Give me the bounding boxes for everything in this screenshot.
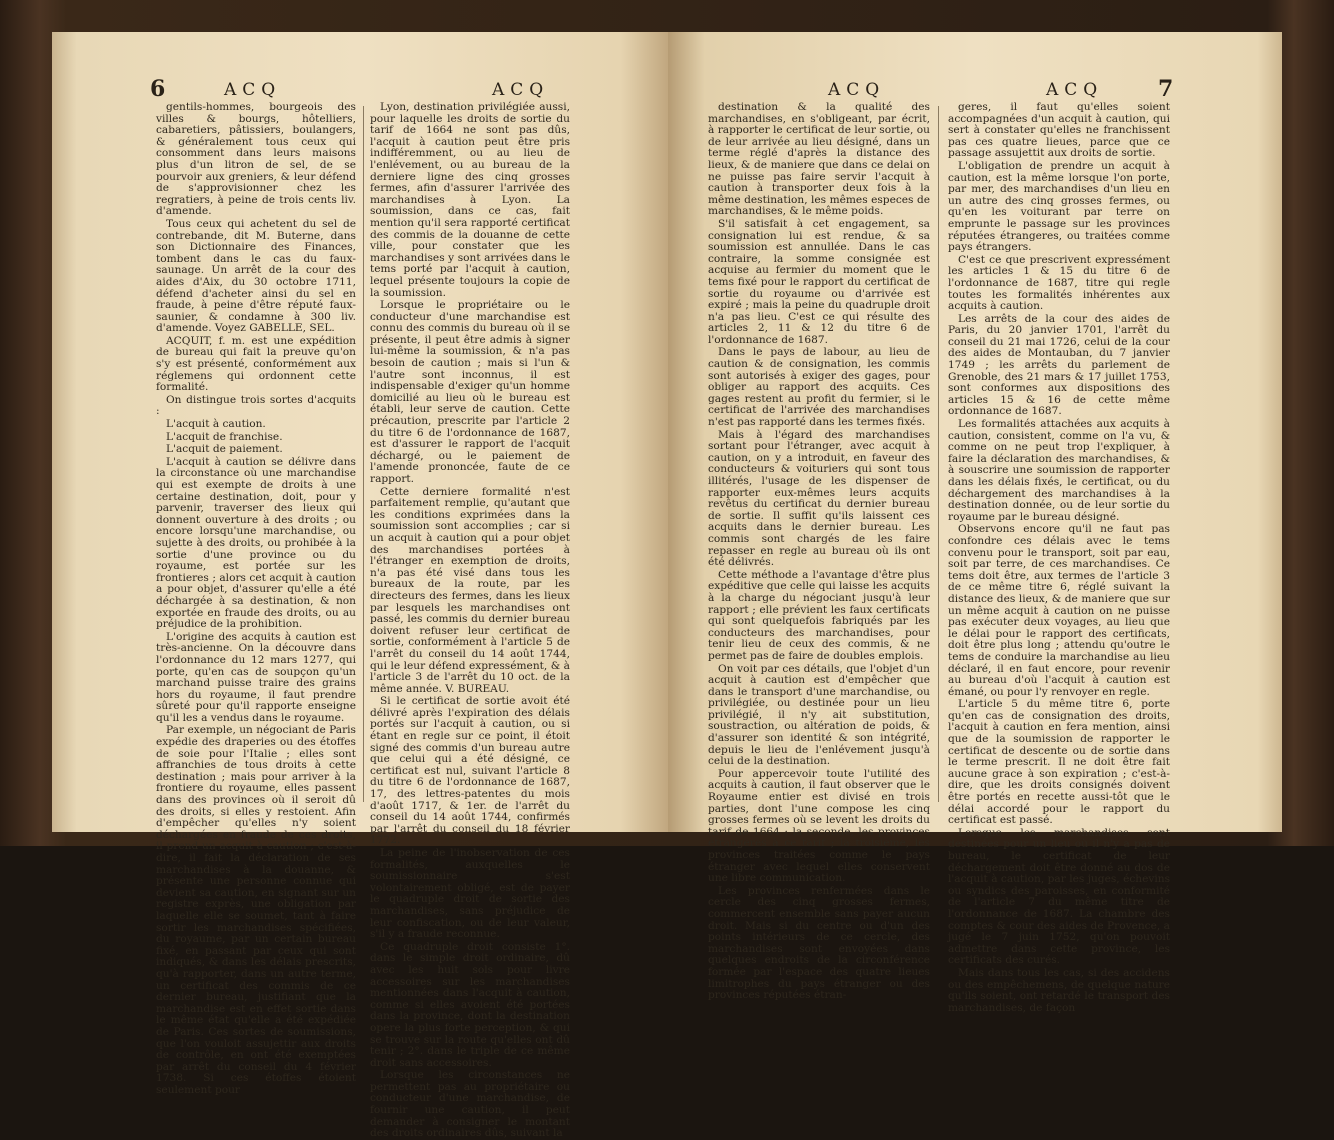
paragraph: Observons encore qu'il ne faut pas confondre ces délais avec le tems convenu pour le transport, soit par eau, soit par terre, de ces marchandises. Ce tems doit être, aux termes de l'article 3 de ce même titre 6, réglé suivant la distance des lieux, & de maniere que sur un même acquit à caution on ne puisse pas exécuter deux voyages, au lieu que le délai pour le rapport des certificats, doit être plus long ; attendu qu'outre le tems de conduire la marchandise au lieu déclaré, il en faut encore, pour revenir au bureau d'où l'acquit à caution est émané, ou pour l'y renvoyer en regle. xyxy=(948,523,1170,698)
text-column xyxy=(708,101,930,1002)
paragraph: On distingue trois sortes d'acquits : xyxy=(156,393,356,418)
paragraph: Lorsque les circonstances ne permettent pas au propriétaire ou conducteur d'une marchandise, de fournir une caution, il peut demander à consigner le montant des droits ordinaires dûs, suivant la xyxy=(370,1069,570,1140)
paragraph: Lorsque le propriétaire ou le conducteur d'une marchandise est connu des commis du bureau où il se présente, il peut être admis à signer lui-même la soumission, & n'a pas besoin de caution ; mais si l'un & l'autre sont inconnus, il est indispensable d'exiger qu'un homme domicilié au lieu où le bureau est établi, leur serve de caution. Cette précaution, prescrite par l'article 2 du titre 6 de l'ordonnance de 1687, est d'assurer le rapport de l'acquit déchargé, ou le paiement de l'amende prononcée, faute de ce rapport. xyxy=(370,299,570,485)
paragraph: Ce quadruple droit consiste 1°. dans le simple droit ordinaire, dû avec les huit sols pour livre accessoires sur les marchandises mentionnées dans l'acquit à caution, comme si elles avoient été portées dans la province, dont la destination opere la plus forte perception, & qui se trouve sur la route qu'elles ont dû tenir ; 2°. dans le triple de ce même droit sans accessoires. xyxy=(370,940,570,1069)
paragraph: gentils-hommes, bourgeois des villes & bourgs, hôtelliers, cabaretiers, pâtissiers, boulangers, & généralement tous ceux qui consomment dans leurs maisons plus d'un litron de sel, de se pourvoir aux greniers, & leur défend de s'approvisionner chez les regratiers, à peine de trois cents liv. d'amende. xyxy=(156,101,356,218)
paragraph: Mais dans tous les cas, si des accidens ou des empêchemens, de quelque nature qu'ils soient, ont retardé le transport des marchandises, de façon xyxy=(948,966,1170,1014)
paragraph: L'acquit de franchise. xyxy=(166,430,283,443)
paragraph: Les provinces renfermées dans le cercle des cinq grosses fermes, commercent ensemble sans payer aucun droit. Mais si du centre ou d'un des points intérieurs de ce cercle, des marchandises sont envoyées dans quelques endroits de la circonférence formée par l'espace des quatre lieues limitrophes du pays étranger ou des provinces réputées étran- xyxy=(708,884,930,1002)
paragraph: destination & la qualité des marchandises, en s'obligeant, par écrit, à rapporter le certificat de leur sortie, ou de leur arrivée au lieu désigné, dans un terme réglé d'après la distance des lieux, & de maniere que dans ce delai on ne puisse pas faire servir l'acquit à caution à transporter deux fois à la même destination, les mêmes especes de marchandises, & le même poids. xyxy=(708,101,930,218)
paragraph: L'obligation de prendre un acquit à caution, est la même lorsque l'on porte, par mer, des marchandises d'un lieu en un autre des cinq grosses fermes, ou qu'en les voiturant par terre on emprunte le passage sur les provinces réputées étrangeres, ou traitées comme pays étrangers. xyxy=(948,159,1170,254)
page-number: 7 xyxy=(1158,76,1174,102)
left-page xyxy=(52,32,670,1140)
paragraph: geres, il faut qu'elles soient accompagnées d'un acquit à caution, qui sert à constater qu'elles ne franchissent pas ces quatre lieues, parce que ce passage assujettit aux droits de sortie. xyxy=(948,101,1170,160)
paragraph: Les formalités attachées aux acquits à caution, consistent, comme on l'a vu, & comme on ne peut trop l'expliquer, à faire la déclaration des marchandises, & à souscrire une soumission de rapporter dans les délais fixés, le certificat, ou du déchargement des marchandises à la destination donnée, ou de leur sortie du royaume par le bureau désigné. xyxy=(948,418,1170,523)
text-column xyxy=(370,101,570,1140)
paragraph: Les arrêts de la cour des aides de Paris, du 20 janvier 1701, l'arrêt du conseil du 21 mai 1726, celui de la cour des aides de Montauban, du 7 janvier 1749 ; les arrêts du parlement de Grenoble, des 21 mars & 17 juillet 1753, sont conformes aux dispositions des articles 15 & 16 de cette même ordonnance de 1687. xyxy=(948,312,1170,418)
right-page xyxy=(668,32,1282,1014)
paragraph: C'est ce que prescrivent expressément les articles 1 & 15 du titre 6 de l'ordonnance de 1687, titre qui regle toutes les formalités inhérentes aux acquits à caution. xyxy=(948,253,1170,313)
paragraph: L'acquit à caution se délivre dans la circonstance où une marchandise qui est exempte de droits à une certaine destination, doit, pour y parvenir, traverser des lieux qui donnent ouverture à des droits ; ou encore lorsqu'une marchandise, ou sujette à des droits, ou prohibée à la sortie d'une province ou du royaume, est portée sur les frontieres ; alors cet acquit à caution a pour objet, d'assurer qu'elle a été déchargée à sa destination, & non exportée en fraude des droits, ou au préjudice de la prohibition. xyxy=(156,455,356,631)
paragraph: Cette derniere formalité n'est parfaitement remplie, qu'autant que les conditions exprimées dans la soumission sont accomplies ; car si un acquit à caution qui a pour objet des marchandises portées à l'étranger en exemption de droits, n'a pas été visé dans tous les bureaux de la route, par les directeurs des fermes, dans les lieux par lesquels les marchandises ont passé, les commis du dernier bureau doivent refuser leur certificat de sortie, conformément à l'article 5 de l'arrêt du conseil du 14 août 1744, qui le leur défend expressément, & à l'article 3 de l'arrêt du 10 oct. de la même année. V. BUREAU. xyxy=(370,485,570,695)
paragraph: L'origine des acquits à caution est très-ancienne. On la découvre dans l'ordonnance du 12 mars 1277, qui porte, qu'en cas de soupçon qu'un marchand puisse traire des grains hors du royaume, il faut prendre sûreté pour qu'il rapporte enseigne qu'il les a vendus dans le royaume. xyxy=(156,630,356,724)
running-headword: ACQ xyxy=(492,80,550,100)
paragraph: Si le certificat de sortie avoit été délivré après l'expiration des délais portés sur l'acquit à caution, ou si étant en regle sur ce point, il étoit signé des commis d'un bureau autre que celui qui a été désigné, ce certificat est nul, suivant l'article 8 du titre 6 de l'ordonnance de 1687, 17, des lettres-patentes du mois d'août 1717, & 1er. de l'arrêt du conseil du 14 août 1744, confirmés par l'arrêt du conseil du 18 février 1772. xyxy=(370,695,570,847)
column-divider xyxy=(938,106,939,802)
running-headword: ACQ xyxy=(828,80,886,100)
paragraph: Pour appercevoir toute l'utilité des acquits à caution, il faut observer que le Royaume entier est divisé en trois parties, dont l'une compose les cinq grosses fermes où se levent les droits du tarif de 1664 ; la seconde, les provinces étrangeres à ce tarif ; la troisieme, les provinces traitées comme le pays étranger avec lequel elles conservent une libre communication. xyxy=(708,767,930,885)
paragraph: Cette méthode a l'avantage d'être plus expéditive que celle qui laisse les acquits à la charge du négociant jusqu'à leur rapport ; elle prévient les faux certificats qui sont quelquefois fabriqués par les conducteurs des marchandises, pour tenir lieu de ceux des commis, & ne permet pas de faire de doubles emplois. xyxy=(708,568,930,662)
right-page-header xyxy=(668,72,1282,100)
paragraph: Mais à l'égard des marchandises sortant pour l'étranger, avec acquit à caution, on y a introduit, en faveur des conducteurs & voituriers qui sont tous illitérés, l'usage de les dispenser de rapporter eux-mêmes leurs acquits revêtus du certificat du dernier bureau de sortie. Il suffit qu'ils laissent ces acquits dans le dernier bureau. Les commis sont chargés de les faire repasser en regle au bureau où ils ont été délivrés. xyxy=(708,428,930,569)
paragraph: On voit par ces détails, que l'objet d'un acquit à caution est d'empêcher que dans le transport d'une marchandise, ou privilégiée, ou destinée pour un lieu privilégié, il n'y ait substitution, soustraction, ou altération de poids, & d'assurer son identité & son intégrité, depuis le lieu de l'enlévement jusqu'à celui de la destination. xyxy=(708,662,930,768)
paragraph: ACQUIT, f. m. est une expédition de bureau qui fait la preuve qu'on s'y est présenté, conformément aux réglemens qui ordonnent cette formalité. xyxy=(156,334,356,394)
paragraph: L'article 5 du même titre 6, porte qu'en cas de consignation des droits, l'acquit à caution en fera mention, ainsi que de la soumission de rapporter le certificat de descente ou de sortie dans le terme prescrit. Il ne doit être fait aucune grace à son expiration ; c'est-à-dire, que les droits consignés doivent être portés en recette aussi-tôt que le délai accordé pour le rapport du certificat est passé. xyxy=(948,698,1170,827)
paragraph: L'acquit à caution. xyxy=(166,418,266,431)
paragraph: Dans le pays de labour, au lieu de caution & de consignation, les commis sont autorisés à exiger des gages, pour obliger au rapport des acquits. Ces gages restent au profit du fermier, si le certificat de l'arrivée des marchandises n'est pas rapporté dans les termes fixés. xyxy=(708,346,930,429)
paragraph: Lorsque les marchandises sont destinées pour un lieu où il n'y a pas de bureau, le certificat de leur déchargement doit être donné au dos de l'acquit à caution, par les juges, échevins ou syndics des paroisses, en conformité de l'article 7 du même titre de l'ordonnance de 1687. La chambre des comptes & cour des aides de Provence, a jugé le 7 juin 1752, qu'on pouvoit admettre dans cette province, les certificats des curés. xyxy=(948,826,1170,967)
running-headword: ACQ xyxy=(224,80,282,100)
text-column xyxy=(948,101,1170,1014)
paragraph: S'il satisfait à cet engagement, sa consignation lui est rendue, & sa soumission est annullée. Dans le cas contraire, la somme consignée est acquise au fermier du moment que le tems fixé pour le rapport du certificat de sortie du royaume ou d'arrivée est expiré ; mais la peine du quadruple droit n'a pas lieu. C'est ce qui résulte des articles 2, 11 & 12 du titre 6 de l'ordonnance de 1687. xyxy=(708,217,930,346)
paragraph: Tous ceux qui achetent du sel de contrebande, dit M. Buterne, dans son Dictionnaire des Finances, tombent dans le cas du faux-saunage. Un arrêt de la cour des aides d'Aix, du 30 octobre 1711, défend d'acheter ainsi du sel en fraude, à peine d'être réputé faux-saunier, & condamne à 300 liv. d'amende. Voyez GABELLE, SEL. xyxy=(156,217,356,335)
paragraph: Par exemple, un négociant de Paris expédie des draperies ou des étoffes de soie pour l'Italie ; elles sont affranchies de tous droits à cette destination ; mais pour arriver à la frontiere du royaume, elles passent dans des provinces où il seroit dû des droits, si elles y restoient. Afin d'empêcher qu'elles n'y soient déchargées en fraude de ces droits, il prend un acquit à caution ; c'est-à-dire, il fait la déclaration de ses marchandises à la douanne, & présente une personne connue qui devient sa caution, en signant sur un registre exprès, une obligation par laquelle elle se soumet, tant à faire sortir les marchandises spécifiées, du royaume, par un certain bureau fixé, en passant par ceux qui sont indiqués, & dans les délais prescrits, qu'à rapporter, dans un autre terme, un certificat des commis de ce dernier bureau, justifiant que la marchandise est en effet sortie dans le même état qu'elle a été expédiée de Paris. Ces sortes de soumissions, que l'on vouloit assujettir aux droits de contrôle, en ont été exemptées par arrêt du conseil du 4 février 1738. Si ces étoffes étoient seulement pour xyxy=(156,724,356,1096)
paragraph: L'acquit de paiement. xyxy=(166,443,283,456)
running-headword: ACQ xyxy=(1046,80,1104,100)
paragraph: La peine de l'inobservation de ces formalités, auxquelles le soumissionnaire s'est volontairement obligé, est de payer le quadruple droit de sortie des marchandises, sans préjudice de leur confiscation, ou de leur valeur, s'il y a fraude reconnue. xyxy=(370,847,570,941)
text-column xyxy=(156,101,356,1096)
column-divider xyxy=(363,106,364,802)
page-number: 6 xyxy=(150,76,166,102)
paragraph: Lyon, destination privilégiée aussi, pour laquelle les droits de sortie du tarif de 1664 ne sont pas dûs, l'acquit à caution peut être pris indifféremment, ou au lieu de l'enlévement, ou au bureau de la derniere ligne des cinq grosses fermes, afin d'assurer l'arrivée des marchandises à Lyon. La soumission, dans ce cas, fait mention qu'il sera rapporté certificat des commis de la douanne de cette ville, pour constater que les marchandises y sont arrivées dans le tems porté par l'acquit à caution, lequel présente toujours la copie de la soumission. xyxy=(370,101,570,299)
left-page-header xyxy=(52,72,670,100)
